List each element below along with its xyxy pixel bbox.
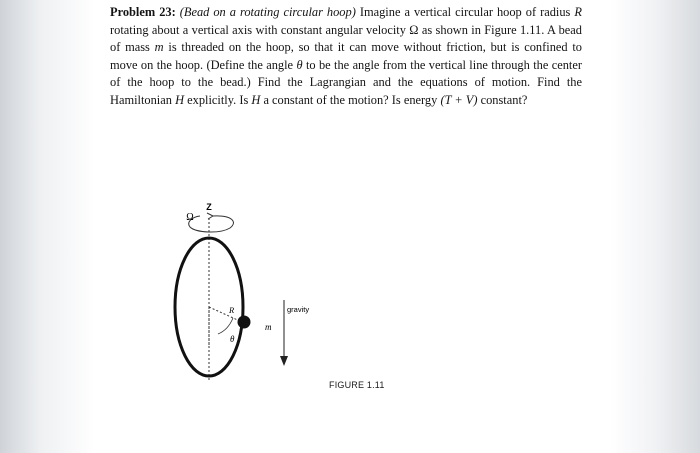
- page-shadow-left: [0, 0, 95, 453]
- label-r: R: [229, 305, 235, 315]
- text-2: rotating about a vertical axis with constant angular velocity: [110, 22, 406, 37]
- text-5: to be the angle from the vertical line through the center of the hoop to the bead.) Find the Lagrangian and the equations of motion. Find the Hamiltonian: [110, 57, 582, 107]
- var-h: H: [175, 92, 185, 107]
- text-8: constant?: [480, 92, 528, 107]
- var-m: m: [154, 40, 164, 55]
- text-1: Imagine a vertical circular hoop of radius: [359, 5, 571, 19]
- label-m: m: [265, 322, 272, 332]
- text-4: is threaded on the hoop, so that it can move without friction, but is confined to move on the hoop. (Define the angle: [110, 40, 582, 72]
- rotation-arrow: [189, 216, 234, 232]
- bead: [238, 316, 251, 329]
- var-theta: θ: [296, 57, 303, 72]
- label-gravity: gravity: [287, 305, 310, 314]
- var-omega: Ω: [409, 22, 419, 37]
- theta-arc: [218, 318, 233, 334]
- label-z: Z: [206, 202, 212, 212]
- var-r: R: [574, 5, 582, 19]
- text-3: as shown in Figure 1.11. A bead of mass: [110, 22, 582, 55]
- problem-statement: [110, 4, 582, 110]
- label-theta: θ: [230, 334, 235, 344]
- radius-line: [209, 307, 242, 322]
- problem-title: (Bead on a rotating circular hoop): [179, 5, 356, 19]
- text-6: explicitly. Is: [187, 92, 249, 107]
- problem-label: Problem 23:: [110, 5, 176, 19]
- page-shadow-right: [610, 0, 700, 453]
- energy-expression: (T + V): [440, 92, 478, 107]
- label-omega: Ω: [186, 212, 194, 223]
- text-7: a constant of the motion? Is energy: [263, 92, 438, 107]
- figure-caption: FIGURE 1.11: [329, 380, 385, 390]
- var-h-2: H: [251, 92, 261, 107]
- rotation-arrowhead: [207, 213, 213, 219]
- gravity-arrowhead: [280, 356, 288, 366]
